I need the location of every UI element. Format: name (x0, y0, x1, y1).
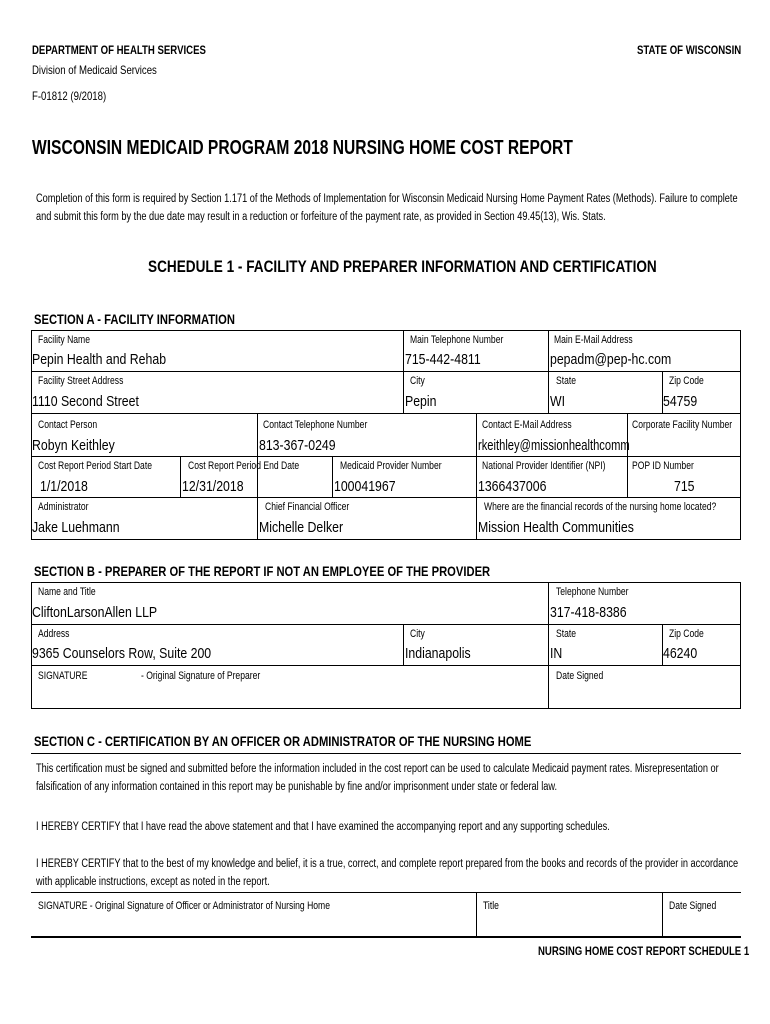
preparer-address-field[interactable]: 9365 Counselors Row, Suite 200 (32, 645, 212, 662)
divider (180, 456, 181, 497)
npi-field[interactable]: 1366437006 (478, 478, 547, 495)
divider (31, 330, 741, 331)
street-field[interactable]: 1110 Second Street (32, 393, 139, 410)
officer-signature-label: SIGNATURE - Original Signature of Officer or Administrator of Nursing Home (38, 900, 330, 912)
form-number: F-01812 (9/2018) (32, 89, 107, 103)
contact-person-field[interactable]: Robyn Keithley (32, 437, 115, 454)
divider (31, 413, 741, 414)
divider (31, 892, 741, 893)
city-label: City (410, 375, 425, 387)
divider (403, 330, 404, 413)
zip-label: Zip Code (669, 375, 704, 387)
zip-field[interactable]: 54759 (663, 393, 698, 410)
divider (332, 456, 333, 497)
divider (662, 892, 663, 936)
section-b-title: SECTION B - PREPARER OF THE REPORT IF NOT AN EMPLOYEE OF THE PROVIDER (34, 563, 491, 579)
preparer-city-label: City (410, 628, 425, 640)
preparer-city-field[interactable]: Indianapolis (405, 645, 471, 662)
section-a-title: SECTION A - FACILITY INFORMATION (34, 311, 235, 327)
divider (31, 624, 741, 625)
divider (740, 330, 741, 540)
facility-name-field[interactable]: Pepin Health and Rehab (32, 351, 167, 368)
divider (257, 413, 258, 539)
section-c-title: SECTION C - CERTIFICATION BY AN OFFICER OR ADMINISTRATOR OF THE NURSING HOME (34, 733, 532, 749)
preparer-state-label: State (556, 628, 577, 640)
officer-date-signed-label: Date Signed (669, 900, 717, 912)
divider (31, 371, 741, 372)
divider (31, 456, 741, 457)
state-field[interactable]: WI (550, 393, 566, 410)
divider (476, 892, 477, 936)
divider (31, 753, 741, 754)
divider (627, 413, 628, 497)
cfo-field[interactable]: Michelle Delker (259, 519, 344, 536)
medicaid-provider-field[interactable]: 100041967 (334, 478, 396, 495)
officer-title-label: Title (483, 900, 499, 912)
contact-email-field[interactable]: rkeithley@missionhealthcomm (478, 437, 630, 454)
administrator-field[interactable]: Jake Luehmann (32, 519, 120, 536)
footer-label: NURSING HOME COST REPORT SCHEDULE 1 (538, 944, 750, 958)
main-email-field[interactable]: pepadm@pep-hc.com (550, 351, 672, 368)
records-location-label: Where are the financial records of the nursing home located? (484, 501, 717, 513)
contact-phone-label: Contact Telephone Number (263, 419, 368, 431)
divider (31, 582, 741, 583)
officer-signature-field[interactable] (32, 914, 472, 934)
preparer-date-signed-field[interactable] (550, 684, 738, 706)
department-name: DEPARTMENT OF HEALTH SERVICES (32, 43, 206, 57)
certify-statement-2: I HEREBY CERTIFY that to the best of my knowledge and belief, it is a true, correct, and complete report prepared from the books and records of the provider in accordance with applicable instructions, except as noted in the report. (36, 858, 739, 888)
pop-id-field[interactable]: 715 (674, 478, 695, 495)
main-phone-field[interactable]: 715-442-4811 (405, 351, 481, 368)
preparer-state-field[interactable]: IN (550, 645, 563, 662)
corporate-facility-label: Corporate Facility Number (632, 419, 733, 431)
city-field[interactable]: Pepin (405, 393, 437, 410)
divider (740, 582, 741, 708)
preparer-date-signed-label: Date Signed (556, 670, 604, 682)
pop-id-label: POP ID Number (632, 460, 694, 472)
officer-title-field[interactable] (478, 914, 658, 934)
preparer-address-label: Address (38, 628, 70, 640)
preparer-zip-field[interactable]: 46240 (663, 645, 698, 662)
divider (31, 665, 741, 666)
preparer-name-label: Name and Title (38, 586, 96, 598)
medicaid-provider-label: Medicaid Provider Number (340, 460, 442, 472)
divider (548, 582, 549, 708)
records-location-field[interactable]: Mission Health Communities (478, 519, 634, 536)
divider (31, 936, 741, 938)
certify-statement-1: I HEREBY CERTIFY that I have read the above statement and that I have examined the accompanying report and any supporting schedules. (36, 821, 610, 833)
preparer-phone-label: Telephone Number (556, 586, 629, 598)
page-title: WISCONSIN MEDICAID PROGRAM 2018 NURSING HOME COST REPORT (32, 137, 573, 159)
divider (31, 539, 741, 540)
period-start-label: Cost Report Period Start Date (38, 460, 152, 472)
division-name: Division of Medicaid Services (32, 63, 157, 77)
street-label: Facility Street Address (38, 375, 124, 387)
preparer-zip-label: Zip Code (669, 628, 704, 640)
preparer-name-field[interactable]: CliftonLarsonAllen LLP (32, 604, 158, 621)
preparer-phone-field[interactable]: 317-418-8386 (550, 604, 627, 621)
divider (548, 330, 549, 413)
schedule-title: SCHEDULE 1 - FACILITY AND PREPARER INFORMATION AND CERTIFICATION (148, 257, 657, 276)
period-end-field[interactable]: 12/31/2018 (182, 478, 244, 495)
main-phone-label: Main Telephone Number (410, 334, 504, 346)
divider (31, 708, 741, 709)
period-start-field[interactable]: 1/1/2018 (40, 478, 88, 495)
preparer-signature-label: SIGNATURE (38, 670, 88, 682)
divider (403, 624, 404, 665)
period-end-label: Cost Report Period End Date (188, 460, 300, 472)
state-name: STATE OF WISCONSIN (637, 43, 742, 57)
contact-person-label: Contact Person (38, 419, 98, 431)
preparer-signature-note: - Original Signature of Preparer (141, 670, 261, 682)
administrator-label: Administrator (38, 501, 89, 513)
divider (476, 413, 477, 539)
preparer-signature-field[interactable] (32, 684, 544, 706)
officer-date-signed-field[interactable] (664, 914, 738, 934)
state-label: State (556, 375, 577, 387)
cfo-label: Chief Financial Officer (265, 501, 350, 513)
npi-label: National Provider Identifier (NPI) (482, 460, 606, 472)
certification-paragraph: This certification must be signed and submitted before the information included in the cost report can be used to calculate Medicaid payment rates. Misrepresentation or falsification of any information contained in this report may be punishable by fine and/or imprisonment under state or federal law. (36, 763, 719, 793)
main-email-label: Main E-Mail Address (554, 334, 633, 346)
contact-phone-field[interactable]: 813-367-0249 (259, 437, 336, 454)
intro-text: Completion of this form is required by Section 1.171 of the Methods of Implementation for Wisconsin Medicaid Nursing Home Payment Rates (Methods). Failure to complete and submit this form by the due date may result in a reduction or forfeiture of the payment rate, as provided in Section 49.45(13), Wis. Stats. (36, 193, 738, 223)
contact-email-label: Contact E-Mail Address (482, 419, 572, 431)
divider (31, 497, 741, 498)
facility-name-label: Facility Name (38, 334, 90, 346)
